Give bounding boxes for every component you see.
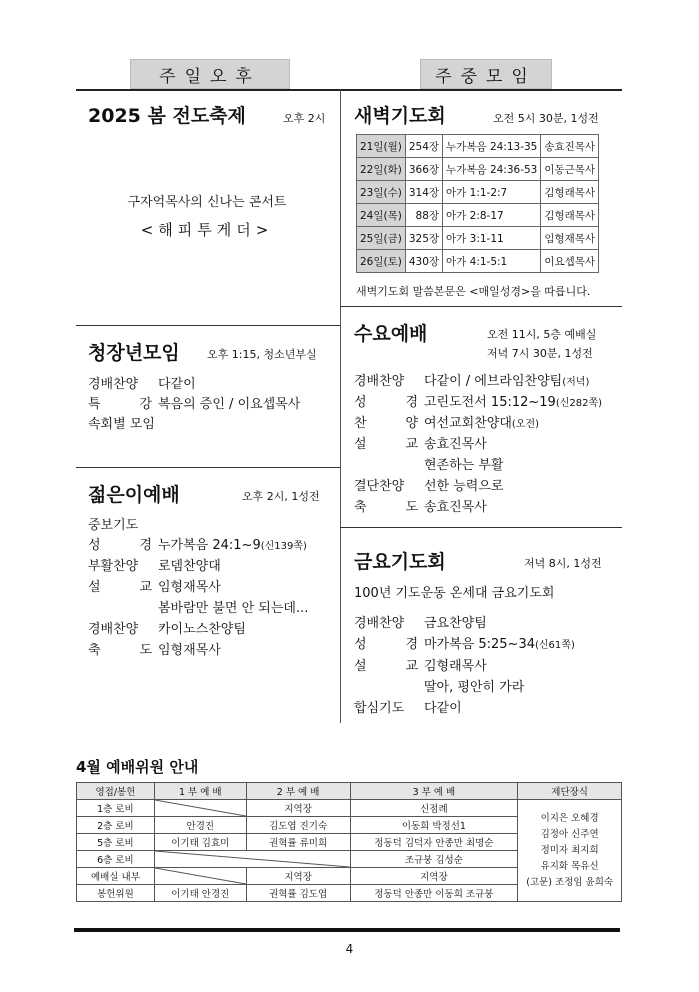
youth-meeting-time: 오후 1:15, 청소년부실 xyxy=(207,348,317,361)
row-note: (오전) xyxy=(511,419,540,430)
dawn-leader: 이동근목사 xyxy=(541,158,599,181)
col-header: 영접/봉헌 xyxy=(77,783,155,800)
dawn-day: 21일(월) xyxy=(357,135,406,158)
row-label: 속회별 모임 xyxy=(88,417,155,432)
cell: 정동덕 김덕자 안종만 최명순 xyxy=(350,834,518,851)
row-value: 딸아, 평안히 가라 xyxy=(424,680,525,695)
table-row xyxy=(357,227,599,250)
cell: 이기태 안경진 xyxy=(154,885,246,902)
row-label: 1층 로비 xyxy=(77,800,155,817)
row-label: 축 도 xyxy=(88,643,152,658)
wed-row-benediction xyxy=(354,496,487,515)
row-label: 6층 로비 xyxy=(77,851,155,868)
cell: 신점례 xyxy=(350,800,518,817)
wed-row-scripture xyxy=(354,391,602,410)
duty-table xyxy=(76,782,622,902)
diagonal-slash xyxy=(155,851,350,867)
dawn-hymn: 254장 xyxy=(405,135,442,158)
left-divider-1 xyxy=(76,325,340,326)
dawn-day: 26일(토) xyxy=(357,250,406,273)
empty-cell xyxy=(154,868,246,885)
dawn-day: 25일(금) xyxy=(357,227,406,250)
left-divider-2 xyxy=(76,467,340,468)
dawn-hymn: 314장 xyxy=(405,181,442,204)
row-label: 부활찬양 xyxy=(88,559,139,574)
altar-name: 유지화 목유신 xyxy=(540,860,599,872)
table-row xyxy=(357,135,599,158)
dawn-prayer-note: 새벽기도회 말씀본문은 <매일성경>을 따릅니다. xyxy=(356,285,591,298)
dawn-text: 아가 1:1-2:7 xyxy=(443,181,541,204)
col-header: 1 부 예 배 xyxy=(154,783,246,800)
page-number: 4 xyxy=(345,942,354,956)
row-value: 복음의 증인 / 이요셉목사 xyxy=(158,397,301,412)
row-value: 김형래목사 xyxy=(424,659,487,674)
row-label: 성 경 xyxy=(354,637,418,652)
row-value: 봄바람만 불면 안 되는데... xyxy=(158,601,309,616)
row-value: 현존하는 부활 xyxy=(424,458,504,473)
altar-name: 김정아 신주연 xyxy=(540,828,599,840)
table-row xyxy=(357,158,599,181)
friday-time: 저녁 8시, 1성전 xyxy=(524,557,602,570)
wednesday-time-evening: 저녁 7시 30분, 1성전 xyxy=(487,347,593,360)
young-row-easter-choir xyxy=(88,555,221,574)
row-label: 2층 로비 xyxy=(77,817,155,834)
fri-row-praise xyxy=(354,612,487,631)
wednesday-time-morning: 오전 11시, 5층 예배실 xyxy=(487,328,597,341)
row-note: (신61쪽) xyxy=(535,640,575,651)
wednesday-title: 수요예배 xyxy=(354,323,428,345)
duty-title: 4월 예배위원 안내 xyxy=(76,758,199,776)
friday-desc: 100년 기도운동 온세대 금요기도회 xyxy=(354,586,555,601)
festival-desc: 구자억목사의 신나는 콘서트 xyxy=(127,195,287,210)
row-label: 설 교 xyxy=(354,659,418,674)
table-row xyxy=(357,250,599,273)
youth-meeting-title: 청장년모임 xyxy=(88,342,180,364)
row-value: 다같이 xyxy=(158,377,196,392)
right-divider-1 xyxy=(340,306,622,307)
row-value: 마가복음 5:25~34 xyxy=(424,637,535,652)
wed-row-praise xyxy=(354,370,589,389)
row-label: 특 강 xyxy=(88,397,152,412)
fri-row-sermon-title xyxy=(424,676,524,695)
young-row-scripture xyxy=(88,534,307,553)
young-row-benediction xyxy=(88,639,221,658)
row-label: 축 도 xyxy=(354,500,418,515)
dawn-leader: 이요셉목사 xyxy=(541,250,599,273)
dawn-day: 22일(화) xyxy=(357,158,406,181)
youth-row-lecture xyxy=(88,393,300,412)
empty-cell xyxy=(154,800,246,817)
row-label: 찬 양 xyxy=(354,416,418,431)
row-value: 송효진목사 xyxy=(424,437,487,452)
row-label: 5층 로비 xyxy=(77,834,155,851)
row-label: 경배찬양 xyxy=(354,616,405,631)
header-sunday-afternoon: 주일오후 xyxy=(130,59,290,89)
row-label: 중보기도 xyxy=(88,518,139,533)
wed-row-decision xyxy=(354,475,503,494)
table-row xyxy=(77,800,622,817)
dawn-hymn: 88장 xyxy=(405,204,442,227)
cell: 권혁률 류미희 xyxy=(246,834,350,851)
dawn-leader: 송효진목사 xyxy=(541,135,599,158)
wed-row-sermon xyxy=(354,433,487,452)
dawn-hymn: 430장 xyxy=(405,250,442,273)
col-header: 제단장식 xyxy=(518,783,622,800)
row-label: 설 교 xyxy=(354,437,418,452)
altar-name: 이지은 오혜경 xyxy=(540,812,599,824)
dawn-prayer-table xyxy=(356,134,599,273)
wed-row-sermon-title xyxy=(424,454,503,473)
youth-row-group xyxy=(88,413,155,432)
altar-cell xyxy=(518,800,622,902)
cell: 김도엽 진기숙 xyxy=(246,817,350,834)
fri-row-sermon xyxy=(354,655,487,674)
dawn-text: 아가 4:1-5:1 xyxy=(443,250,541,273)
dawn-prayer-time: 오전 5시 30분, 1성전 xyxy=(493,112,599,125)
festival-title: 2025 봄 전도축제 xyxy=(88,105,246,127)
cell: 지역장 xyxy=(350,868,518,885)
dawn-leader: 임형재목사 xyxy=(541,227,599,250)
cell: 지역장 xyxy=(246,800,350,817)
row-note: (신282쪽) xyxy=(555,398,603,409)
row-value: 선한 능력으로 xyxy=(424,479,504,494)
empty-cell xyxy=(154,851,350,868)
header-weekday-meetings: 주중모임 xyxy=(420,59,552,89)
dawn-leader: 김형래목사 xyxy=(541,181,599,204)
festival-subtitle: <해피투게더> xyxy=(140,221,274,239)
fri-row-prayer xyxy=(354,697,462,716)
altar-name: (고문) 조정임 윤희숙 xyxy=(526,876,614,888)
col-header: 2 부 예 배 xyxy=(246,783,350,800)
row-value: 금요찬양팀 xyxy=(424,616,487,631)
row-value: 카이노스찬양팀 xyxy=(158,622,246,637)
dawn-hymn: 366장 xyxy=(405,158,442,181)
row-label: 경배찬양 xyxy=(88,377,139,392)
footer-rule xyxy=(74,928,620,932)
friday-title: 금요기도회 xyxy=(354,551,446,573)
cell: 조규붕 김성순 xyxy=(350,851,518,868)
row-value: 다같이 / 에브라임찬양팀 xyxy=(424,374,563,389)
row-value: 누가복음 24:1~9 xyxy=(158,538,261,553)
diagonal-slash xyxy=(155,868,246,884)
row-value: 임형재목사 xyxy=(158,643,221,658)
row-label: 합심기도 xyxy=(354,701,405,716)
dawn-hymn: 325장 xyxy=(405,227,442,250)
cell: 이동희 박정선1 xyxy=(350,817,518,834)
young-row-sermon xyxy=(88,576,221,595)
youth-row-praise xyxy=(88,373,196,392)
altar-name: 정미자 최지희 xyxy=(540,844,599,856)
table-row xyxy=(357,204,599,227)
row-label: 설 교 xyxy=(88,580,152,595)
row-label: 봉헌위원 xyxy=(77,885,155,902)
dawn-day: 23일(수) xyxy=(357,181,406,204)
row-label: 성 경 xyxy=(354,395,418,410)
diagonal-slash xyxy=(155,800,246,816)
row-label: 결단찬양 xyxy=(354,479,405,494)
col-header: 3 부 예 배 xyxy=(350,783,518,800)
young-worship-time: 오후 2시, 1성전 xyxy=(242,490,320,503)
row-label: 성 경 xyxy=(88,538,152,553)
row-value: 임형재목사 xyxy=(158,580,221,595)
cell: 지역장 xyxy=(246,868,350,885)
fri-row-scripture xyxy=(354,633,575,652)
wed-row-choir xyxy=(354,412,539,431)
young-row-sermon-title xyxy=(158,597,308,616)
cell: 정동덕 안종만 이동희 조규붕 xyxy=(350,885,518,902)
dawn-text: 아가 2:8-17 xyxy=(443,204,541,227)
row-label: 경배찬양 xyxy=(88,622,139,637)
row-note: (저녁) xyxy=(562,377,590,388)
young-row-praise xyxy=(88,618,246,637)
row-value: 송효진목사 xyxy=(424,500,487,515)
row-note: (신139쪽) xyxy=(260,541,307,552)
cell: 이기태 김효미 xyxy=(154,834,246,851)
row-value: 고린도전서 15:12~19 xyxy=(424,395,556,410)
table-row xyxy=(357,181,599,204)
dawn-text: 아가 3:1-11 xyxy=(443,227,541,250)
dawn-text: 누가복음 24:36-53 xyxy=(443,158,541,181)
row-label: 경배찬양 xyxy=(354,374,405,389)
row-value: 다같이 xyxy=(424,701,462,716)
cell: 안경진 xyxy=(154,817,246,834)
young-worship-title: 젊은이예배 xyxy=(88,484,180,506)
cell: 권혁률 김도엽 xyxy=(246,885,350,902)
dawn-leader: 김형래목사 xyxy=(541,204,599,227)
young-row-intercession xyxy=(88,514,138,533)
dawn-text: 누가복음 24:13-35 xyxy=(443,135,541,158)
right-divider-2 xyxy=(340,527,622,528)
row-value: 여선교회찬양대 xyxy=(424,416,512,431)
dawn-prayer-title: 새벽기도회 xyxy=(354,105,446,127)
dawn-day: 24일(목) xyxy=(357,204,406,227)
festival-time: 오후 2시 xyxy=(283,112,326,125)
top-divider xyxy=(76,89,622,91)
table-header-row xyxy=(77,783,622,800)
row-label: 예배실 내부 xyxy=(77,868,155,885)
row-value: 로뎀찬양대 xyxy=(158,559,221,574)
column-divider xyxy=(340,89,341,723)
